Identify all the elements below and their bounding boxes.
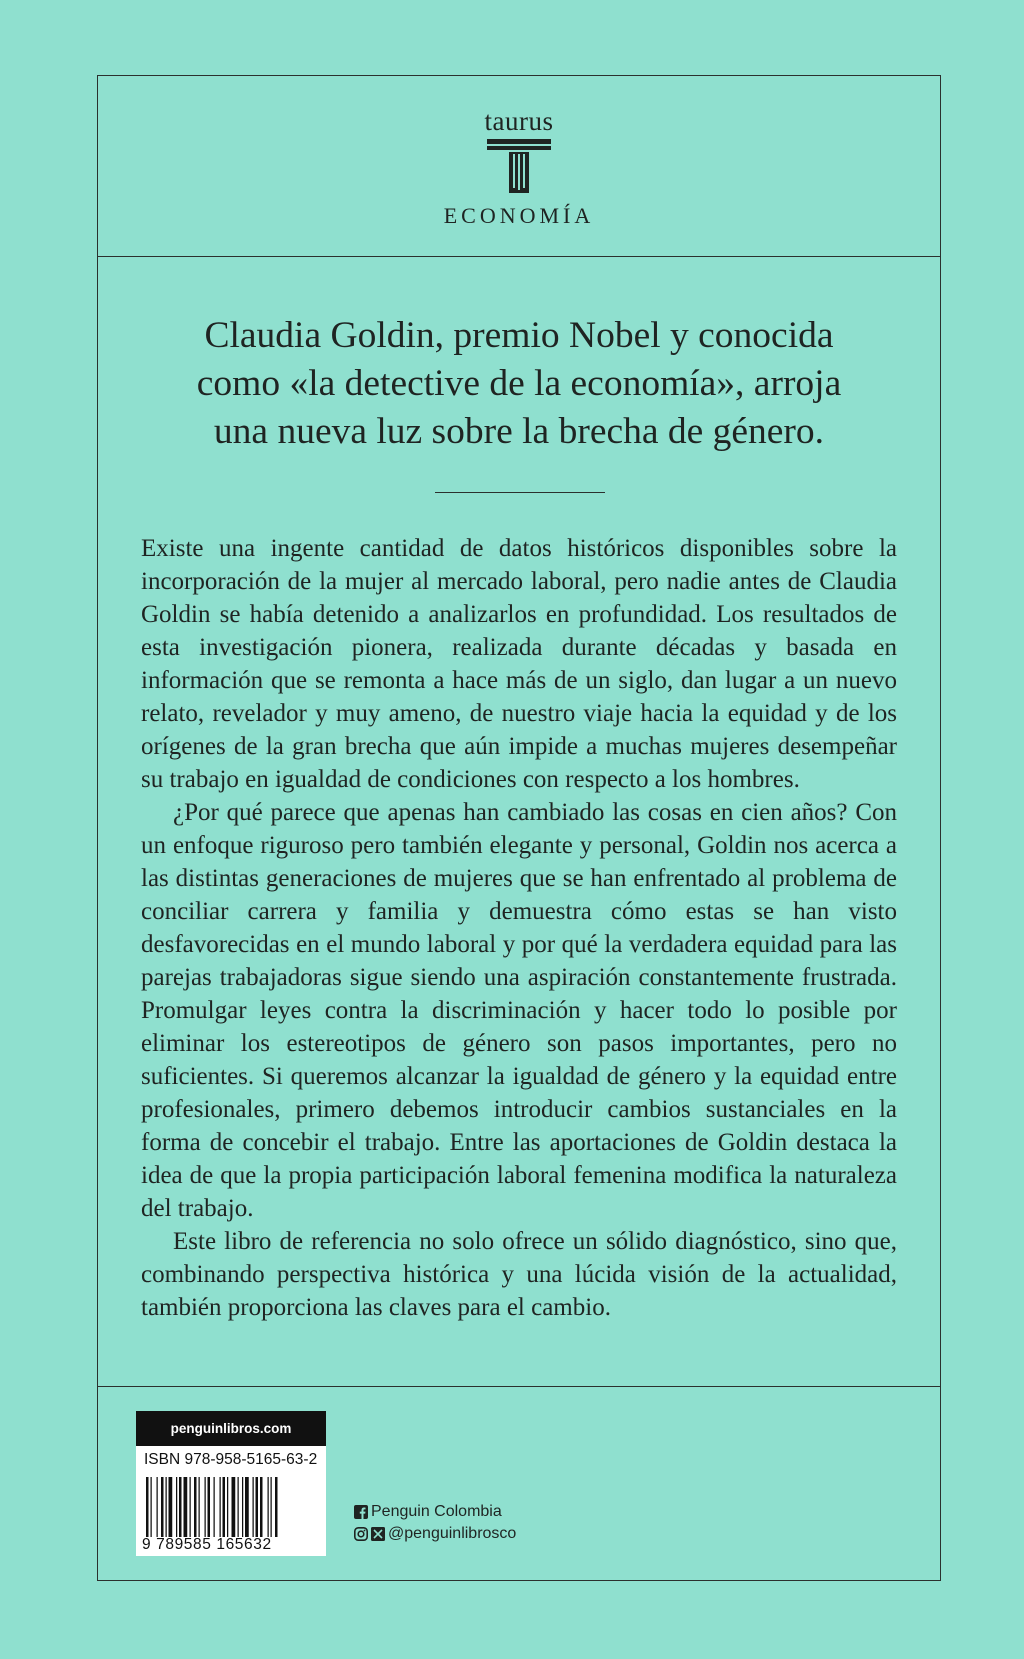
handle-label: @penguinlibrosco bbox=[388, 1525, 517, 1542]
headline-line: una nueva luz sobre la brecha de género. bbox=[213, 411, 825, 452]
barcode-panel bbox=[136, 1411, 326, 1556]
blurb-paragraph: ¿Por qué parece que apenas han cambiado las cosas en cien años? Con un enfoque riguroso pero también elegante y personal, Goldin nos acerca a las distintas generaciones de mujeres que se han enfrentado al problema de conciliar carrera y familia y demuestra cómo estas se han visto desfavorecidas en el mundo laboral y por qué la verdadera equidad para las parejas trabajadoras sigue siendo una aspiración constantemente frustrada. Promulgar leyes contra la discriminación y hacer todo lo posible por eliminar los estereotipos de género son pasos importantes, pero no suficientes. Si queremos alcanzar la igualdad de género y la equidad entre profesionales, primero debemos introducir cambios sustanciales en la forma de concebir el trabajo. Entre las aportaciones de Goldin destaca la idea de que la propia participación laboral femenina modifica la naturaleza del trabajo. bbox=[141, 799, 897, 1222]
facebook-link[interactable] bbox=[354, 1501, 516, 1523]
publisher-name: taurus bbox=[484, 106, 554, 136]
blurb-paragraph: Existe una ingente cantidad de datos históricos disponibles sobre la incorporación de la mujer al mercado laboral, pero nadie antes de Claudia Goldin se había detenido a analizarlos en profundidad. Los resultados de esta investigación pionera, realizada durante décadas y basada en información que se remonta a hace más de un siglo, dan lugar a un nuevo relato, revelador y muy ameno, de nuestro viaje hacia la equidad y de los orígenes de la gran brecha que aún impide a muchas mujeres desempeñar su trabajo en igualdad de condiciones con respecto a los hombres. bbox=[141, 535, 897, 793]
blurb-paragraph: Este libro de referencia no solo ofrece un sólido diagnóstico, sino que, combinando perspectiva histórica y una lúcida visión de la actualidad, también proporciona las claves para el cambio. bbox=[141, 1228, 897, 1321]
barcode-digits: 9 789585 165632 bbox=[142, 1536, 272, 1553]
headline-rule bbox=[435, 492, 605, 493]
x-icon bbox=[371, 1527, 385, 1541]
headline-line: como «la detective de la economía», arroja bbox=[196, 363, 842, 404]
cover-frame bbox=[97, 75, 941, 1581]
blurb-text bbox=[141, 532, 897, 1324]
taurus-t-logo-icon bbox=[487, 139, 551, 193]
bottom-divider bbox=[98, 1386, 940, 1387]
headline bbox=[138, 312, 900, 456]
handle-link[interactable] bbox=[354, 1523, 516, 1545]
website-label: penguinlibros.com bbox=[136, 1411, 326, 1446]
isbn-label: ISBN 978-958-5165-63-2 bbox=[144, 1451, 318, 1468]
facebook-label: Penguin Colombia bbox=[371, 1503, 502, 1520]
top-divider bbox=[98, 256, 940, 257]
publisher-brand bbox=[98, 106, 940, 229]
social-links bbox=[354, 1501, 516, 1545]
facebook-icon bbox=[354, 1505, 368, 1519]
instagram-icon bbox=[354, 1527, 368, 1541]
barcode-icon bbox=[146, 1477, 318, 1537]
headline-line: Claudia Goldin, premio Nobel y conocida bbox=[204, 315, 834, 356]
imprint-label: ECONOMÍA bbox=[443, 203, 595, 228]
